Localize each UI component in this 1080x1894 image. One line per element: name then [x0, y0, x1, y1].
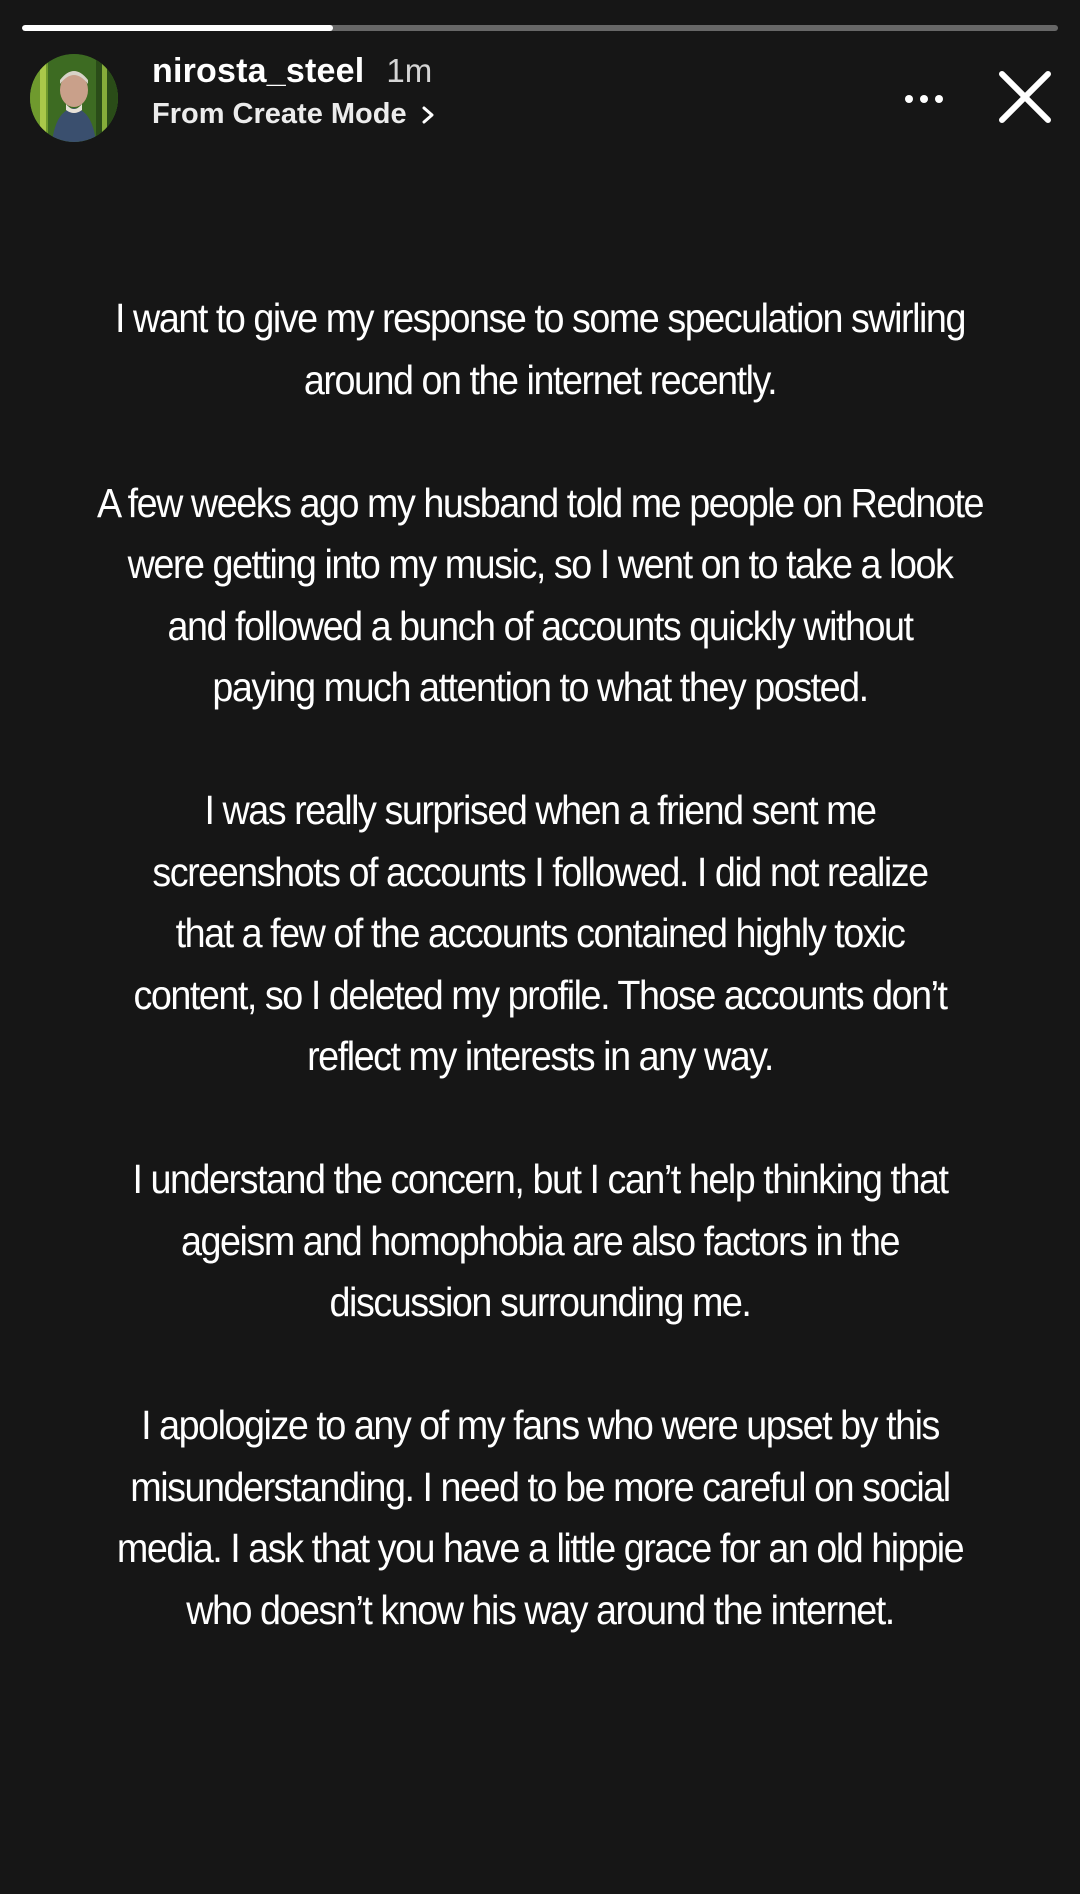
create-mode-label: From Create Mode — [152, 98, 407, 130]
story-paragraph: I apologize to any of my fans who were upset by this misunderstanding. I need to be more careful on social media. I ask that you have a little grace for an old hippie who doesn’t know his way around the internet. — [116, 1402, 964, 1633]
close-icon — [990, 62, 1060, 132]
story-paragraph: I understand the concern, but I can’t help thinking that ageism and homophobia are also factors in the discussion surrounding me. — [132, 1156, 948, 1325]
create-mode-link[interactable] — [152, 98, 439, 131]
close-button[interactable] — [990, 62, 1060, 132]
user-info — [152, 52, 439, 131]
story-text-body — [71, 288, 1009, 1703]
story-header — [30, 52, 1060, 146]
story-progress-fill — [22, 25, 333, 31]
avatar[interactable] — [30, 54, 118, 142]
chevron-right-icon — [417, 104, 439, 126]
story-paragraph: I was really surprised when a friend sent me screenshots of accounts I followed. I did not realize that a few of the accounts contained highly toxic content, so I deleted my profile. Those accounts don’t reflect my interests in any way. — [133, 787, 947, 1079]
more-options-dot — [935, 95, 943, 103]
more-options-dot — [920, 95, 928, 103]
story-progress-bar — [22, 25, 1058, 31]
more-options-icon — [905, 95, 913, 103]
username[interactable]: nirosta_steel — [152, 52, 365, 90]
name-row — [152, 52, 439, 98]
story-paragraph: A few weeks ago my husband told me people on Rednote were getting into my music, so I went on to take a look and followed a bunch of accounts quickly without paying much attention to what they posted. — [97, 479, 983, 710]
story-paragraph: I want to give my response to some speculation swirling around on the internet recently. — [115, 295, 965, 403]
avatar-photo-icon — [30, 54, 118, 142]
timestamp: 1m — [386, 52, 433, 89]
more-options-button[interactable] — [886, 74, 962, 124]
